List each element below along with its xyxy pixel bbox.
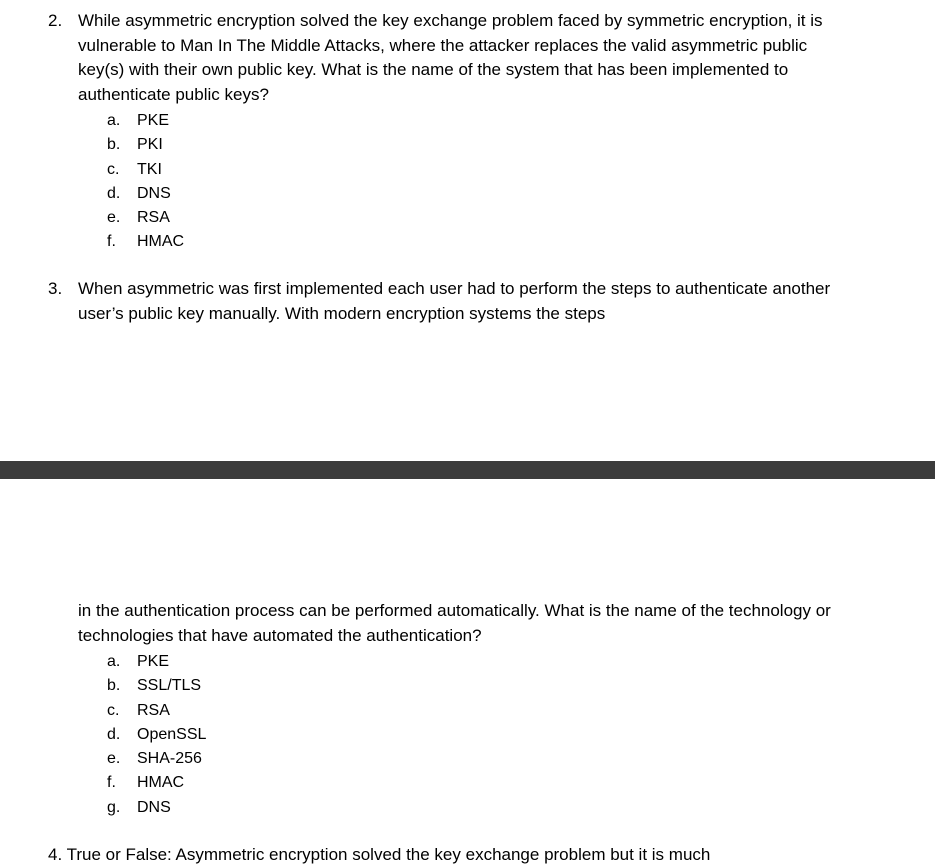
option-letter: e. [107, 750, 121, 768]
option-letter: a. [107, 653, 121, 670]
option-letter: c. [107, 160, 120, 178]
option-text: PKI [137, 136, 163, 154]
next-question-cut-off [48, 843, 848, 864]
answer-option [107, 796, 848, 820]
option-text: TKI [137, 160, 162, 178]
option-text: RSA [137, 701, 170, 719]
question-3-continued [48, 599, 848, 820]
option-letter: c. [107, 701, 120, 719]
question-2 [48, 9, 848, 255]
question-text: While asymmetric encryption solved the key exchange problem faced by symmetric encryption, it is vulnerable to Man In The Middle Attacks, where the attacker replaces the valid asymmetric public key(s) with their own public key. What is the name of the system that has been implemented to authenticate public keys? [78, 11, 823, 104]
question-text-part-1: When asymmetric was first implemented each user had to perform the steps to authenticate another user’s public key manually. With modern encryption systems the steps [78, 279, 831, 323]
answer-option [107, 771, 848, 795]
option-text: RSA [137, 209, 170, 227]
answer-option [107, 650, 848, 674]
answer-options [107, 650, 848, 820]
answer-option [107, 723, 848, 747]
option-text: DNS [137, 798, 171, 816]
option-text: HMAC [137, 774, 185, 792]
option-letter: g. [107, 798, 121, 816]
answer-option [107, 133, 848, 157]
option-text: SSL/TLS [137, 677, 202, 695]
answer-option [107, 158, 848, 182]
option-letter: b. [107, 136, 121, 154]
question-3 [48, 277, 848, 326]
option-letter: d. [107, 725, 121, 743]
answer-options [107, 109, 848, 255]
question-number: 3. [48, 279, 63, 298]
answer-option [107, 747, 848, 771]
option-letter: e. [107, 209, 121, 227]
option-letter: a. [107, 112, 121, 129]
option-text: HMAC [137, 233, 185, 251]
option-text: DNS [137, 184, 171, 202]
next-question-text: 4. True or False: Asymmetric encryption solved the key exchange problem but it is much [48, 845, 711, 864]
answer-option [107, 699, 848, 723]
answer-option [107, 230, 848, 254]
option-text: PKE [137, 653, 170, 670]
option-text: SHA-256 [137, 750, 202, 768]
answer-option [107, 674, 848, 698]
answer-option [107, 182, 848, 206]
option-text: PKE [137, 112, 170, 129]
answer-option [107, 109, 848, 133]
option-letter: f. [107, 774, 116, 792]
question-text-part-2: in the authentication process can be performed automatically. What is the name of the technology or technologies that have automated the authentication? [78, 601, 831, 645]
option-letter: f. [107, 233, 116, 251]
page-break-separator [0, 461, 935, 479]
answer-option [107, 206, 848, 230]
option-text: OpenSSL [137, 725, 207, 743]
question-number: 2. [48, 11, 63, 30]
option-letter: d. [107, 184, 121, 202]
option-letter: b. [107, 677, 121, 695]
